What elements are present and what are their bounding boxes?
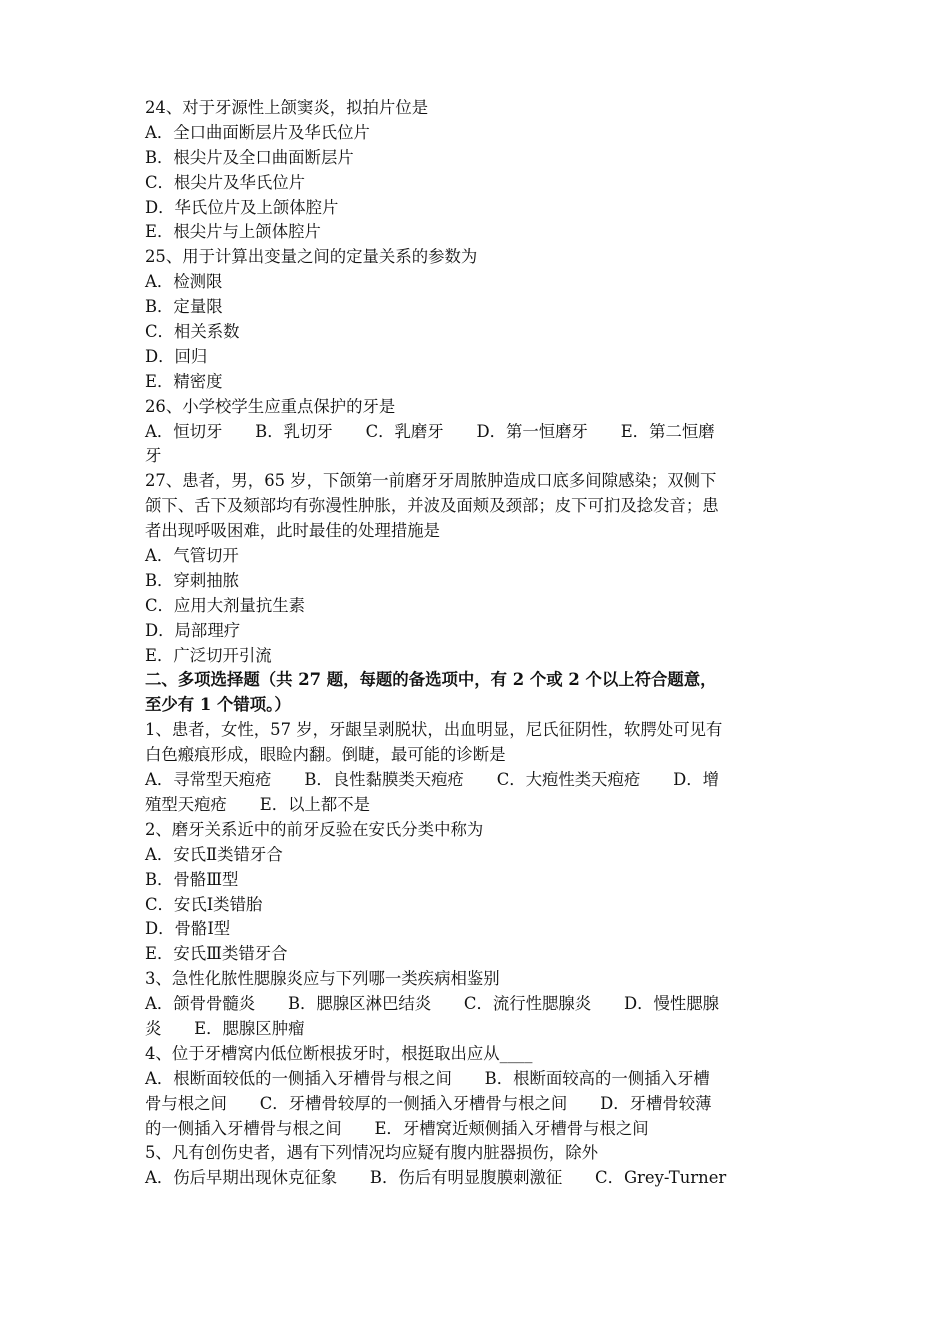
option-b: B．根尖片及全口曲面断层片 (145, 147, 354, 167)
question-25-stem: 25、用于计算出变量之间的定量关系的参数为 (145, 247, 478, 267)
option-a: A．安氏Ⅱ类错牙合 (145, 844, 283, 864)
question-26-stem: 26、小学校学生应重点保护的牙是 (145, 396, 396, 416)
option-d: D．回归 (145, 346, 208, 366)
option-e: E．根尖片与上颌体腔片 (145, 222, 321, 242)
option-e: E．精密度 (145, 371, 223, 391)
question-26-options: A．恒切牙 B．乳切牙 C．乳磨牙 D．第一恒磨牙 E．第二恒磨 (145, 421, 715, 441)
question-3-options: A．颌骨骨髓炎 B．腮腺区淋巴结炎 C．流行性腮腺炎 D．慢性腮腺 (145, 994, 720, 1014)
option-c: C．相关系数 (145, 322, 240, 342)
option-a: A．检测限 (145, 272, 223, 292)
question-1-stem: 1、患者，女性，57 岁，牙龈呈剥脱状，出血明显，尼氏征阴性，软腭处可见有 (145, 720, 723, 740)
option-c: C．根尖片及华氏位片 (145, 172, 306, 192)
question-4-options: A．根断面较低的一侧插入牙槽骨与根之间 B．根断面较高的一侧插入牙槽 (145, 1068, 710, 1088)
option-a: A．气管切开 (145, 546, 239, 566)
option-d: D．局部理疗 (145, 620, 241, 640)
question-4-stem: 4、位于牙槽窝内低位断根拔牙时，根挺取出应从____ (145, 1043, 533, 1063)
question-1-stem-cont: 白色瘢痕形成，眼睑内翻。倒睫，最可能的诊断是 (145, 745, 506, 765)
option-c: C．应用大剂量抗生素 (145, 595, 306, 615)
question-3-options-cont: 炎 E．腮腺区肿瘤 (145, 1018, 305, 1038)
option-c: C．安氏Ⅰ类错胎 (145, 894, 263, 914)
question-5-options: A．伤后早期出现休克征象 B．伤后有明显腹膜刺激征 C．Grey-Turner (145, 1168, 727, 1188)
option-e: E．广泛切开引流 (145, 645, 272, 665)
question-27-stem: 27、患者，男，65 岁，下颌第一前磨牙牙周脓肿造成口底多间隙感染；双侧下 (145, 471, 717, 491)
option-d: D．华氏位片及上颌体腔片 (145, 197, 339, 217)
option-e: E．安氏Ⅲ类错牙合 (145, 944, 288, 964)
question-3-stem: 3、急性化脓性腮腺炎应与下列哪一类疾病相鉴别 (145, 969, 500, 989)
question-27-stem-cont: 者出现呼吸困难，此时最佳的处理措施是 (145, 521, 441, 541)
option-b: B．穿刺抽脓 (145, 570, 239, 590)
question-1-options: A．寻常型天疱疮 B．良性黏膜类天疱疮 C．大疱性类天疱疮 D．增 (145, 770, 720, 790)
option-a: A．全口曲面断层片及华氏位片 (145, 122, 370, 142)
question-4-options-cont: 骨与根之间 C．牙槽骨较厚的一侧插入牙槽骨与根之间 D．牙槽骨较薄 (145, 1093, 712, 1113)
question-1-options-cont: 殖型天疱疮 E．以上都不是 (145, 794, 371, 814)
option-d: D．骨骼Ⅰ型 (145, 919, 231, 939)
question-4-options-cont: 的一侧插入牙槽骨与根之间 E．牙槽窝近颊侧插入牙槽骨与根之间 (145, 1118, 649, 1138)
document-page (145, 96, 813, 1191)
option-b: B．定量限 (145, 297, 223, 317)
section-heading: 二、多项选择题（共 27 题，每题的备选项中，有 2 个或 2 个以上符合题意， (145, 670, 717, 690)
question-26-options-cont: 牙 (145, 446, 162, 466)
question-5-stem: 5、凡有创伤史者，遇有下列情况均应疑有腹内脏器损伤，除外 (145, 1143, 598, 1163)
question-24-stem: 24、对于牙源性上颌窦炎，拟拍片位是 (145, 98, 429, 117)
section-heading-cont: 至少有 1 个错项。） (145, 695, 291, 715)
option-b: B．骨骼Ⅲ型 (145, 869, 239, 889)
question-27-stem-cont: 颌下、舌下及颏部均有弥漫性肿胀，并波及面颊及颈部；皮下可扪及捻发音；患 (145, 496, 719, 516)
question-2-stem: 2、磨牙关系近中的前牙反验在安氏分类中称为 (145, 819, 484, 839)
